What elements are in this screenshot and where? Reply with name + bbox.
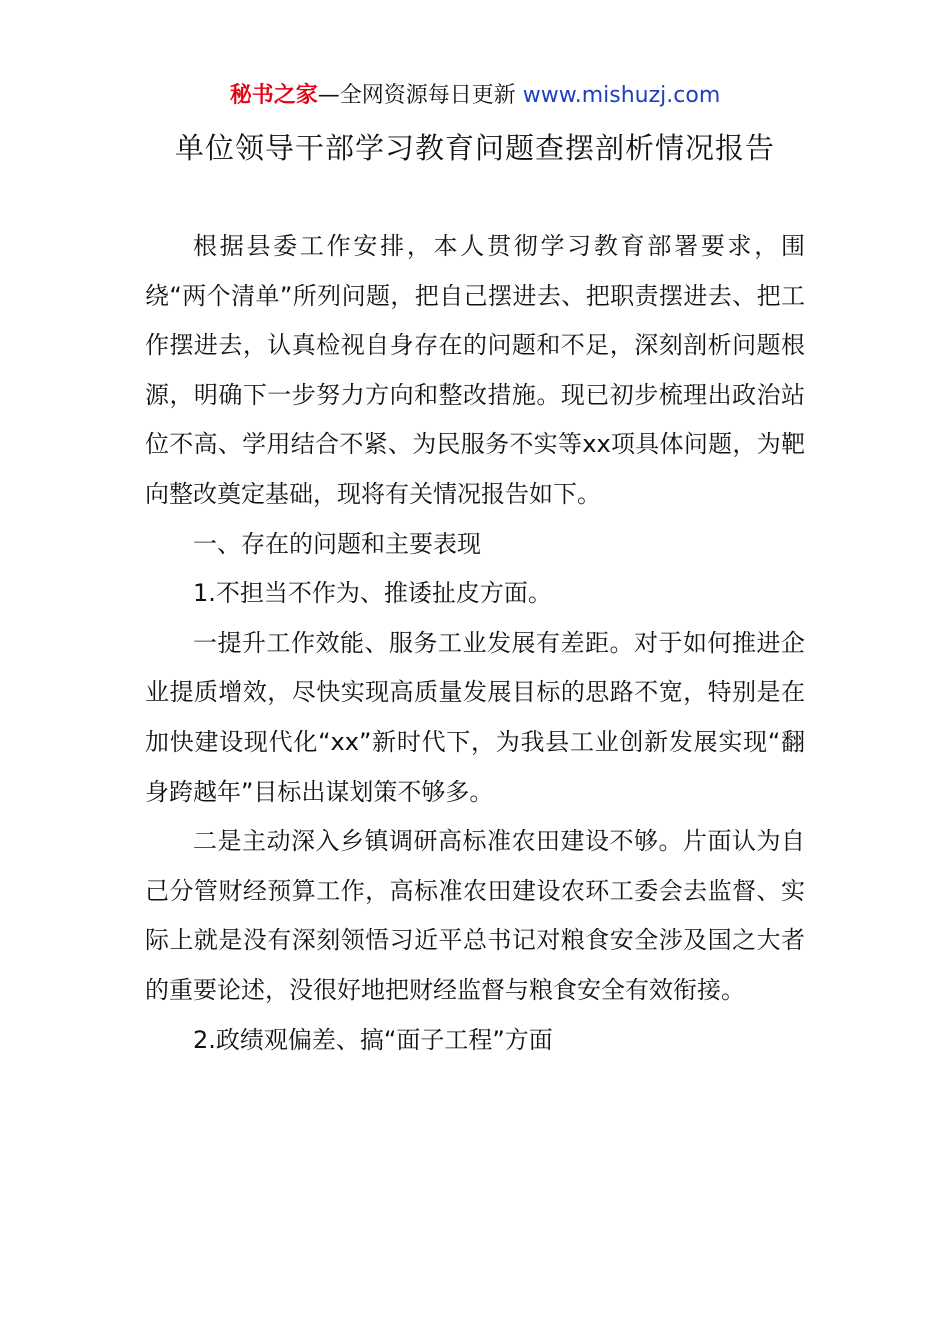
body-paragraph: 一提升工作效能、服务工业发展有差距。对于如何推进企业提质增效，尽快实现高质量发展目标的思路不宽，特别是在加快建设现代化“xx”新时代下，为我县工业创新发展实现“翻身跨越年”目标出谋划策不够多。 [145,628,805,806]
site-header [0,80,950,112]
site-slogan: 全网资源每日更新 [339,83,523,108]
document-body [145,222,805,1065]
site-brand: 秘书之家 [229,83,318,108]
subsection-heading: 1.不担当不作为、推诿扯皮方面。 [193,579,552,608]
body-paragraph: 二是主动深入乡镇调研高标准农田建设不够。片面认为自己分管财经预算工作，高标准农田建设农环工委会去监督、实际上就是没有深刻领悟习近平总书记对粮食安全涉及国之大者的重要论述，没很好地把财经监督与粮食安全有效衔接。 [145,827,805,1004]
site-url: www.mishuzj.com [522,83,721,108]
intro-paragraph: 根据县委工作安排，本人贯彻学习教育部署要求，围绕“两个清单”所列问题，把自己摆进去、把职责摆进去、把工作摆进去，认真检视自身存在的问题和不足，深刻剖析问题根源，明确下一步努力方向和整改措施。现已初步梳理出政治站位不高、学用结合不紧、为民服务不实等xx项具体问题，为靶向整改奠定基础，现将有关情况报告如下。 [145,232,805,508]
section-heading: 一、存在的问题和主要表现 [193,529,481,558]
header-dash: — [317,83,340,108]
document-title: 单位领导干部学习教育问题查摆剖析情况报告 [174,131,775,165]
subsection-heading: 2.政绩观偏差、搞“面子工程”方面 [193,1025,553,1054]
